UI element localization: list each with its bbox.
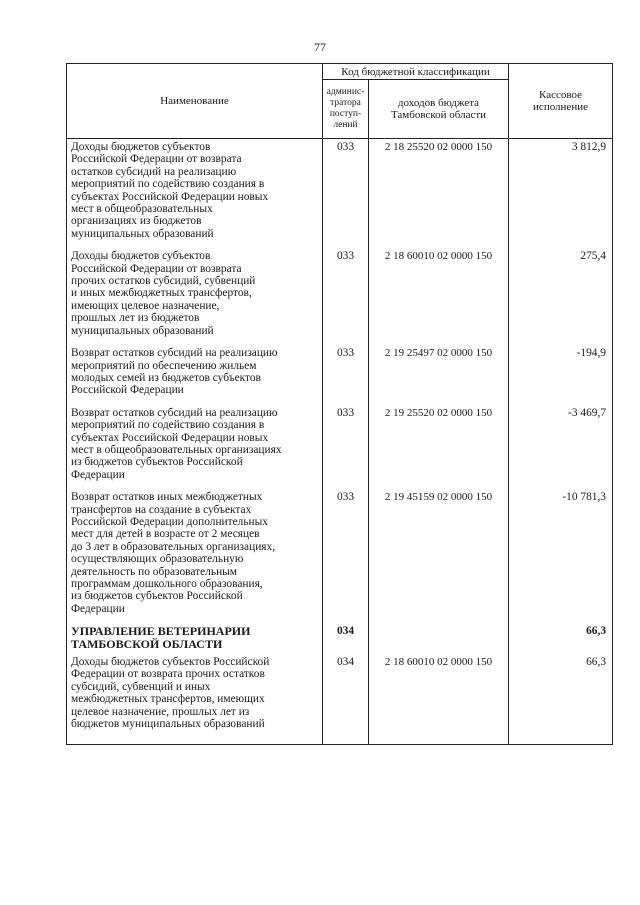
row-name: Доходы бюджетов субъектов Российской Федерации от возврата остатков субсидий на реализацию мероприятий по содействию создания в субъектах Российской Федерации новых мест в общеобразовательных организациях из бюджетов муниципальных образований	[67, 139, 323, 249]
table-row	[67, 489, 613, 623]
table-row	[67, 345, 613, 405]
table-row	[67, 405, 613, 489]
row-amount: -3 469,7	[509, 405, 613, 489]
row-income-code: 2 19 25497 02 0000 150	[369, 345, 509, 405]
row-income-code: 2 18 25520 02 0000 150	[369, 139, 509, 249]
row-amount: 66,3	[509, 654, 613, 745]
row-admin-code: 033	[323, 345, 369, 405]
table-section-row	[67, 623, 613, 654]
row-admin-code: 034	[323, 623, 369, 654]
row-name: Доходы бюджетов субъектов Российской Федерации от возврата прочих остатков субсидий, субвенций и иных межбюджетных трансфертов, имеющих целевое назначение, прошлых лет из бюджетов муниципальных образований	[67, 248, 323, 345]
row-amount: -10 781,3	[509, 489, 613, 623]
table-body	[67, 139, 613, 745]
row-income-code: 2 18 60010 02 0000 150	[369, 654, 509, 745]
row-income-code: 2 19 45159 02 0000 150	[369, 489, 509, 623]
row-admin-code: 033	[323, 405, 369, 489]
row-income-code: 2 18 60010 02 0000 150	[369, 248, 509, 345]
row-admin-code: 033	[323, 139, 369, 249]
row-admin-code: 033	[323, 489, 369, 623]
column-header-code-group: Код бюджетной классификации	[323, 64, 509, 80]
row-amount: 66,3	[509, 623, 613, 654]
row-name: Доходы бюджетов субъектов Российской Федерации от возврата прочих остатков субсидий, субвенций и иных межбюджетных трансфертов, имеющих целевое назначение, прошлых лет из бюджетов муниципальных образований	[67, 654, 323, 745]
row-admin-code: 034	[323, 654, 369, 745]
table-row	[67, 248, 613, 345]
column-header-income: доходов бюджета Тамбовской области	[369, 80, 509, 139]
row-amount: -194,9	[509, 345, 613, 405]
row-income-code	[369, 623, 509, 654]
row-name: Возврат остатков субсидий на реализацию мероприятий по содействию создания в субъектах Российской Федерации новых мест в общеобразовательных организациях из бюджетов субъектов Российской Федерации	[67, 405, 323, 489]
row-admin-code: 033	[323, 248, 369, 345]
row-name: УПРАВЛЕНИЕ ВЕТЕРИНАРИИ ТАМБОВСКОЙ ОБЛАСТИ	[67, 623, 323, 654]
row-income-code: 2 19 25520 02 0000 150	[369, 405, 509, 489]
table-row	[67, 139, 613, 249]
budget-table	[66, 63, 613, 745]
table-row	[67, 654, 613, 745]
column-header-amount: Кассовое исполнение	[509, 64, 613, 139]
column-header-name: Наименование	[67, 64, 323, 139]
row-amount: 3 812,9	[509, 139, 613, 249]
row-name: Возврат остатков субсидий на реализацию мероприятий по обеспечению жильем молодых семей из бюджетов субъектов Российской Федерации	[67, 345, 323, 405]
row-amount: 275,4	[509, 248, 613, 345]
page-number: 77	[314, 40, 326, 54]
column-header-admin: админис- тратора поступ- лений	[323, 80, 369, 139]
row-name: Возврат остатков иных межбюджетных трансфертов на создание в субъектах Российской Федерации дополнительных мест для детей в возрасте от 2 месяцев до 3 лет в образовательных организациях, осуществляющих образовательную деятельность по образовательным программам дошкольного образования, из бюджетов субъектов Российской Федерации	[67, 489, 323, 623]
